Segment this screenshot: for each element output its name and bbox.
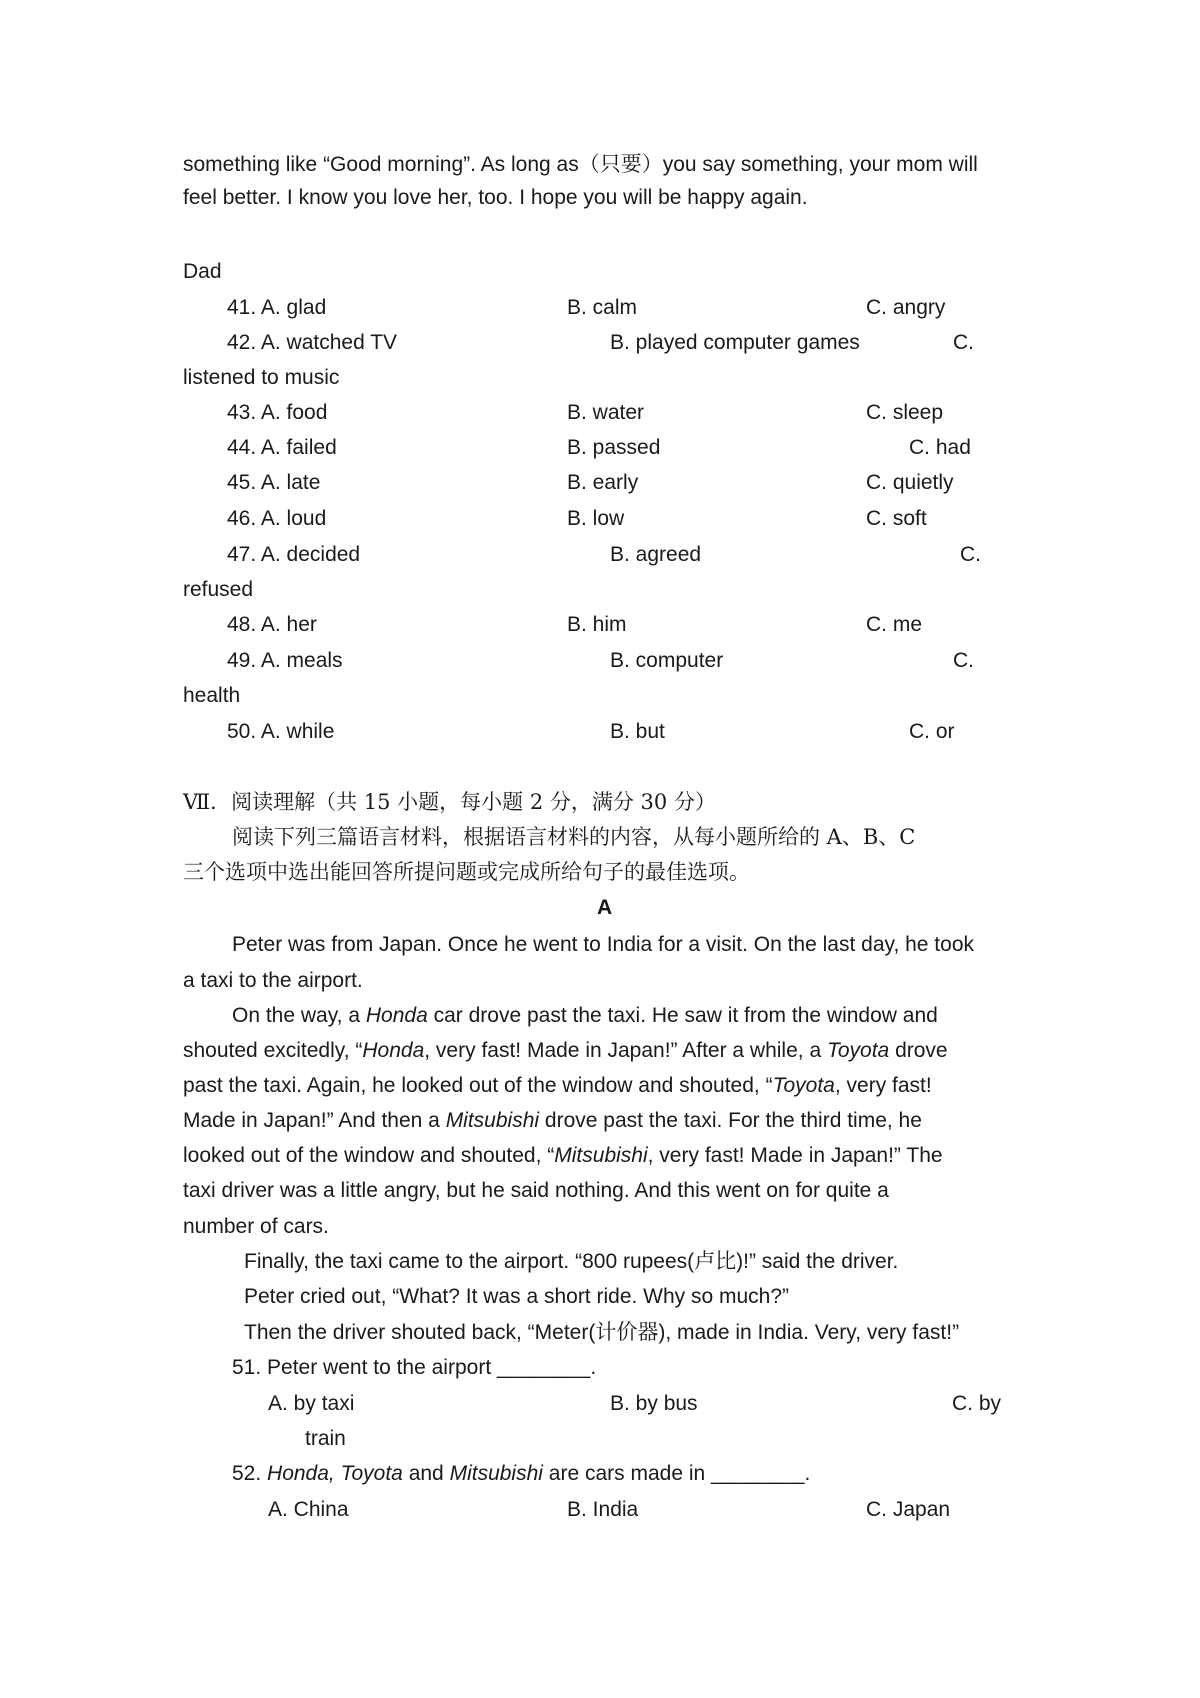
passage-line-12: Then the driver shouted back, “Meter(计价器), made in India. Very, very fast!” [244, 1321, 960, 1344]
passage-line-4 [183, 1036, 948, 1066]
passage-line-5 [183, 1071, 932, 1101]
option-45-b: B. early [567, 471, 639, 494]
letter-line-2: feel better. I know you love her, too. I hope you will be happy again. [183, 186, 808, 209]
text-run: looked out of the window and shouted, “ [183, 1144, 555, 1167]
option-48-b: B. him [567, 613, 627, 636]
text-run: shouted excitedly, “ [183, 1039, 363, 1062]
text-run: are cars made in ________. [542, 1462, 811, 1485]
text-run: and [402, 1462, 450, 1485]
option-49-c-wrap: health [183, 684, 241, 707]
brand-mitsubishi: Mitsubishi [445, 1109, 540, 1132]
option-46-b: B. low [567, 507, 625, 530]
option-49-c: C. [953, 649, 974, 672]
brand-honda: Honda [365, 1004, 428, 1027]
brand-honda-toyota: Honda, Toyota [267, 1462, 403, 1485]
option-50-a: 50. A. while [227, 720, 335, 743]
option-49-b: B. computer [610, 649, 724, 672]
option-42-c: C. [953, 331, 974, 354]
question-51-option-b: B. by bus [610, 1392, 698, 1415]
text-run: drove [889, 1039, 948, 1062]
option-46-a: 46. A. loud [227, 507, 327, 530]
brand-honda: Honda [362, 1039, 425, 1062]
passage-line-8: taxi driver was a little angry, but he said nothing. And this went on for quite a [183, 1179, 889, 1202]
section-instruction-line-1: 阅读下列三篇语言材料，根据语言材料的内容，从每小题所给的 A、B、C [232, 825, 916, 849]
option-49-a: 49. A. meals [227, 649, 343, 672]
option-47-b: B. agreed [610, 543, 702, 566]
text-run: On the way, a [232, 1004, 366, 1027]
question-51-option-c: C. by [952, 1392, 1002, 1415]
passage-line-3 [232, 1001, 938, 1031]
letter-signature: Dad [183, 260, 222, 283]
option-44-c: C. had [909, 436, 971, 459]
question-51-option-a: A. by taxi [268, 1392, 355, 1415]
brand-mitsubishi: Mitsubishi [554, 1144, 648, 1167]
option-46-c: C. soft [866, 507, 927, 530]
text-run: , very fast! Made in Japan!” After a while, a [424, 1039, 827, 1062]
passage-line-2: a taxi to the airport. [183, 969, 363, 992]
text-run: Made in Japan!” And then a [183, 1109, 446, 1132]
option-47-c: C. [960, 543, 981, 566]
option-47-c-wrap: refused [183, 578, 254, 601]
text-run: past the taxi. Again, he looked out of the window and shouted, “ [183, 1074, 773, 1097]
passage-line-11: Peter cried out, “What? It was a short ride. Why so much?” [244, 1285, 790, 1308]
brand-toyota: Toyota [826, 1039, 890, 1062]
text-run: car drove past the taxi. He saw it from the window and [427, 1004, 938, 1027]
option-47-a: 47. A. decided [227, 543, 361, 566]
option-42-b: B. played computer games [610, 331, 860, 354]
brand-mitsubishi: Mitsubishi [449, 1462, 543, 1485]
question-52-option-c: C. Japan [866, 1498, 951, 1521]
question-52-option-a: A. China [268, 1498, 349, 1521]
option-44-b: B. passed [567, 436, 661, 459]
option-43-c: C. sleep [866, 401, 944, 424]
option-41-a: 41. A. glad [227, 296, 327, 319]
passage-label: A [597, 896, 613, 919]
section-instruction-line-2: 三个选项中选出能回答所提问题或完成所给句子的最佳选项。 [183, 860, 750, 884]
option-45-a: 45. A. late [227, 471, 321, 494]
option-48-a: 48. A. her [227, 613, 317, 636]
text-run: , very fast! Made in Japan!” The [647, 1144, 943, 1167]
option-50-b: B. but [610, 720, 665, 743]
text-run: drove past the taxi. For the third time, he [539, 1109, 922, 1132]
question-51-stem: 51. Peter went to the airport ________. [232, 1356, 597, 1379]
option-41-c: C. angry [866, 296, 946, 319]
option-43-b: B. water [567, 401, 645, 424]
brand-toyota: Toyota [772, 1074, 835, 1097]
section-heading: Ⅶ．阅读理解（共 15 小题，每小题 2 分，满分 30 分） [183, 790, 716, 814]
option-42-c-wrap: listened to music [183, 366, 340, 389]
passage-line-6 [183, 1106, 922, 1136]
option-44-a: 44. A. failed [227, 436, 337, 459]
text-run: 52. [232, 1462, 268, 1485]
option-43-a: 43. A. food [227, 401, 328, 424]
letter-line-1: something like “Good morning”. As long as（只要）you say something, your mom will [183, 153, 978, 176]
passage-line-10: Finally, the taxi came to the airport. “800 rupees(卢比)!” said the driver. [244, 1250, 899, 1273]
option-41-b: B. calm [567, 296, 638, 319]
option-48-c: C. me [866, 613, 923, 636]
option-42-a: 42. A. watched TV [227, 331, 398, 354]
question-52-stem [232, 1459, 810, 1489]
text-run: , very fast! [834, 1074, 932, 1097]
option-50-c: C. or [909, 720, 955, 743]
question-51-option-c-wrap: train [305, 1427, 346, 1450]
option-45-c: C. quietly [866, 471, 954, 494]
passage-line-7 [183, 1141, 943, 1171]
passage-line-9: number of cars. [183, 1215, 329, 1238]
question-52-option-b: B. India [567, 1498, 639, 1521]
passage-line-1: Peter was from Japan. Once he went to India for a visit. On the last day, he took [232, 933, 974, 956]
